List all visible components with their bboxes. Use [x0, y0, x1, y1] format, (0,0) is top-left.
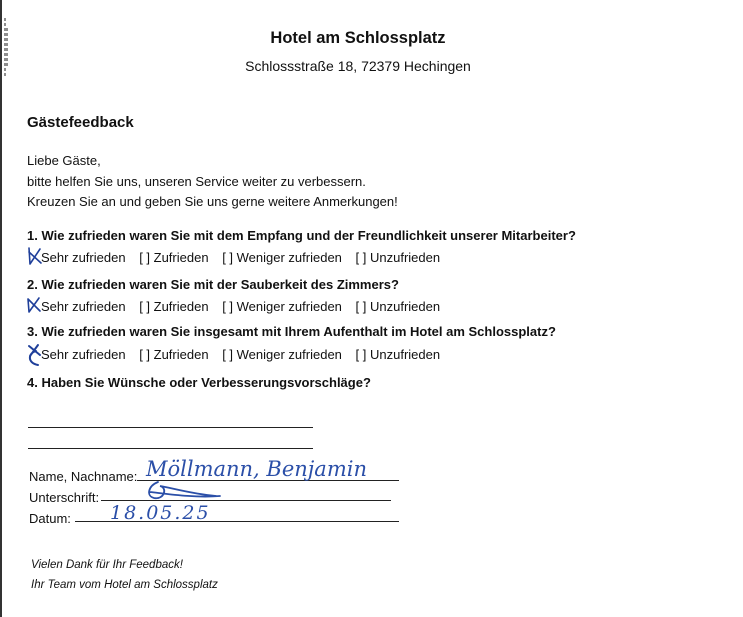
question-2-options	[27, 299, 450, 314]
question-3-options	[27, 347, 450, 362]
handwritten-check-icon	[26, 246, 44, 266]
question-1-options	[27, 250, 450, 265]
question-4: 4. Haben Sie Wünsche oder Verbesserungsvorschläge?	[27, 375, 371, 390]
scan-edge	[0, 0, 2, 617]
option-unzufrieden[interactable]: [ ] Unzufrieden	[355, 299, 441, 314]
form-heading: Gästefeedback	[27, 114, 134, 131]
intro-line-3: Kreuzen Sie an und geben Sie uns gerne weitere Anmerkungen!	[27, 194, 398, 209]
option-zufrieden[interactable]: [ ] Zufrieden	[139, 250, 209, 265]
question-3: 3. Wie zufrieden waren Sie insgesamt mit Ihrem Aufenthalt im Hotel am Schlossplatz?	[27, 324, 556, 339]
option-unzufrieden[interactable]: [ ] Unzufrieden	[355, 347, 441, 362]
option-label: Sehr zufrieden	[41, 299, 126, 314]
option-sehr-zufrieden[interactable]	[27, 250, 126, 265]
question-2: 2. Wie zufrieden waren Sie mit der Sauberkeit des Zimmers?	[27, 277, 399, 292]
date-value[interactable]: 18.05.25	[110, 502, 211, 524]
option-weniger-zufrieden[interactable]: [ ] Weniger zufrieden	[222, 347, 342, 362]
option-weniger-zufrieden[interactable]: [ ] Weniger zufrieden	[222, 299, 342, 314]
handwritten-cross-icon	[26, 295, 44, 315]
option-label: Sehr zufrieden	[41, 347, 126, 362]
option-unzufrieden[interactable]: [ ] Unzufrieden	[355, 250, 441, 265]
option-weniger-zufrieden[interactable]: [ ] Weniger zufrieden	[222, 250, 342, 265]
answer-line-2[interactable]	[28, 448, 313, 449]
hotel-name: Hotel am Schlossplatz	[270, 29, 446, 47]
name-value[interactable]: Möllmann, Benjamin	[146, 457, 367, 481]
thanks-text: Vielen Dank für Ihr Feedback!	[31, 559, 183, 571]
answer-line-1[interactable]	[28, 427, 313, 428]
option-zufrieden[interactable]: [ ] Zufrieden	[139, 299, 209, 314]
name-label: Name, Nachname:	[29, 469, 138, 484]
option-zufrieden[interactable]: [ ] Zufrieden	[139, 347, 209, 362]
date-label: Datum:	[29, 511, 71, 526]
option-label: Sehr zufrieden	[41, 250, 126, 265]
intro-line-2: bitte helfen Sie uns, unseren Service weiter zu verbessern.	[27, 174, 366, 189]
hotel-address: Schlossstraße 18, 72379 Hechingen	[245, 58, 471, 74]
option-sehr-zufrieden[interactable]	[27, 299, 126, 314]
team-text: Ihr Team vom Hotel am Schlossplatz	[31, 579, 218, 591]
handwritten-scribble-icon	[26, 343, 44, 367]
option-sehr-zufrieden[interactable]	[27, 347, 126, 362]
signature-drawing[interactable]	[142, 478, 222, 504]
intro-line-1: Liebe Gäste,	[27, 153, 101, 168]
question-1: 1. Wie zufrieden waren Sie mit dem Empfang und der Freundlichkeit unserer Mitarbeiter?	[27, 228, 576, 243]
signature-label: Unterschrift:	[29, 490, 100, 505]
